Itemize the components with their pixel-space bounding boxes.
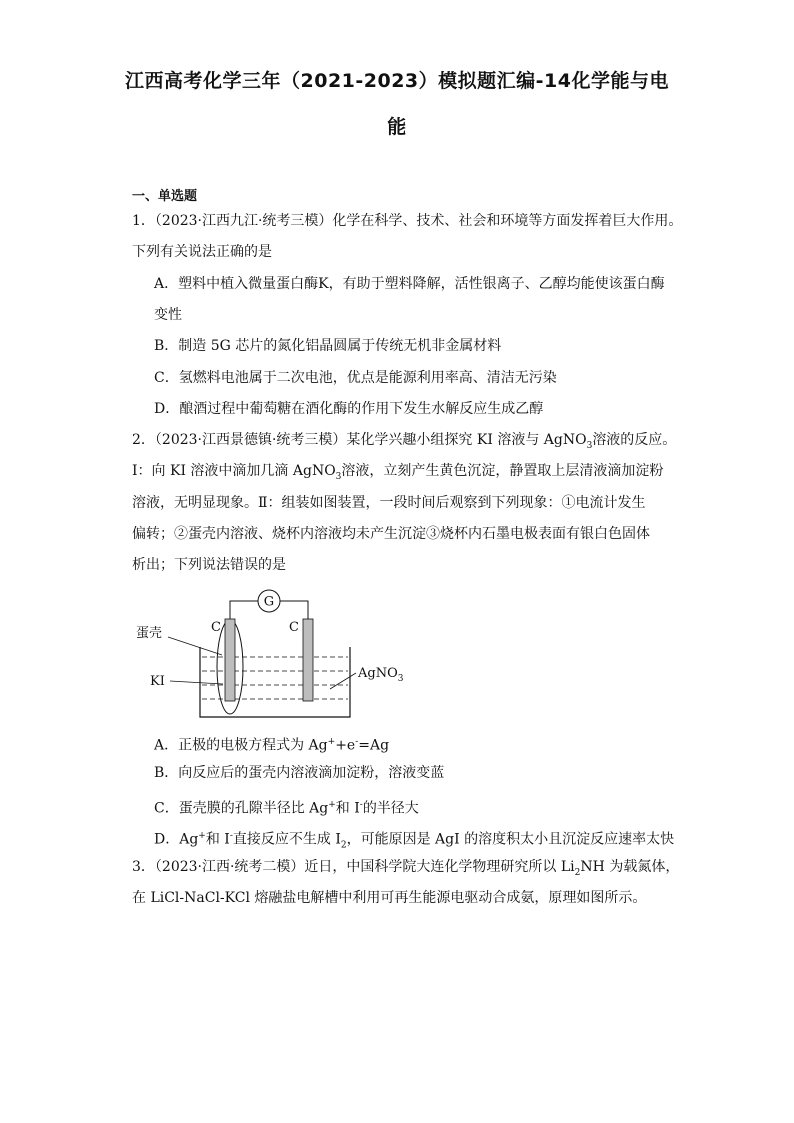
- q2-option-c: C．蛋壳膜的孔隙半径比 Ag+和 I-的半径大: [154, 800, 419, 817]
- q1-option-b: B．制造 5G 芯片的氮化铝晶圆属于传统无机非金属材料: [154, 338, 502, 354]
- q1-option-c: C．氢燃料电池属于二次电池，优点是能源利用率高、清洁无污染: [154, 370, 557, 386]
- q2-stem-line2: Ⅰ：向 KI 溶液中滴加几滴 AgNO$_3$溶液，立刻产生黄色沉淀，静置取上层清液滴加淀粉: [132, 463, 664, 482]
- q2-option-a: A．正极的电极方程式为 Ag++e-=Ag: [154, 737, 390, 754]
- q2-stem-line1: 2．（2023·江西景德镇·统考三模）某化学兴趣小组探究 KI 溶液与 AgNO$_3$溶液的反应。: [132, 432, 677, 451]
- galvanometer-label: G: [263, 594, 275, 610]
- label-eggshell: 蛋壳: [136, 626, 163, 641]
- electrode-left-label: C: [211, 620, 221, 635]
- document-title-line1: 江西高考化学三年（2021-2023）模拟题汇编-14化学能与电: [125, 70, 669, 92]
- graphite-electrode-left: [225, 619, 235, 701]
- q3-stem-line2: 在 LiCl-NaCl-KCl 熔融盐电解槽中利用可再生能源电驱动合成氨，原理如图所示。: [132, 890, 647, 906]
- wire-left: [230, 601, 258, 619]
- q1-stem-line2: 下列有关说法正确的是: [132, 244, 272, 260]
- section-heading: 一、单选题: [132, 189, 198, 204]
- q1-option-a-line1: A．塑料中植入微量蛋白酶K，有助于塑料降解，活性银离子、乙醇均能使该蛋白酶: [154, 276, 665, 292]
- leader-ki: [170, 681, 223, 684]
- electrochemical-cell-diagram: [130, 585, 420, 725]
- q1-option-d: D．酿酒过程中葡萄糖在酒化酶的作用下发生水解反应生成乙醇: [154, 401, 544, 417]
- document-title-line2: 能: [387, 116, 407, 138]
- label-ki: KI: [150, 674, 165, 689]
- label-agno3: AgNO$_3$: [358, 666, 404, 684]
- q2-stem-line3: 溶液，无明显现象。Ⅱ：组装如图装置，一段时间后观察到下列现象：①电流计发生: [132, 495, 646, 511]
- electrode-right-label: C: [289, 620, 299, 635]
- q1-option-a-line2: 变性: [154, 307, 182, 323]
- leader-agno3: [330, 673, 356, 689]
- q2-stem-line4: 偏转；②蛋壳内溶液、烧杯内溶液均未产生沉淀③烧杯内石墨电极表面有银白色固体: [132, 526, 650, 542]
- q1-stem-line1: 1．（2023·江西九江·统考三模）化学在科学、技术、社会和环境等方面发挥着巨大作用。: [132, 213, 683, 229]
- q2-stem-line5: 析出；下列说法错误的是: [132, 557, 286, 573]
- q2-option-b: B．向反应后的蛋壳内溶液滴加淀粉，溶液变蓝: [154, 765, 445, 781]
- q3-stem-line1: 3．（2023·江西·统考二模）近日，中国科学院大连化学物理研究所以 $Li_2NH$ 为载氮体，: [132, 859, 680, 878]
- leader-eggshell: [168, 637, 222, 655]
- wire-right: [280, 601, 308, 619]
- q2-option-d: D．Ag+和 I-直接反应不生成 $I_2$，可能原因是 AgI 的溶度积太小且沉淀反应速率太快: [154, 831, 675, 851]
- graphite-electrode-right: [303, 619, 313, 701]
